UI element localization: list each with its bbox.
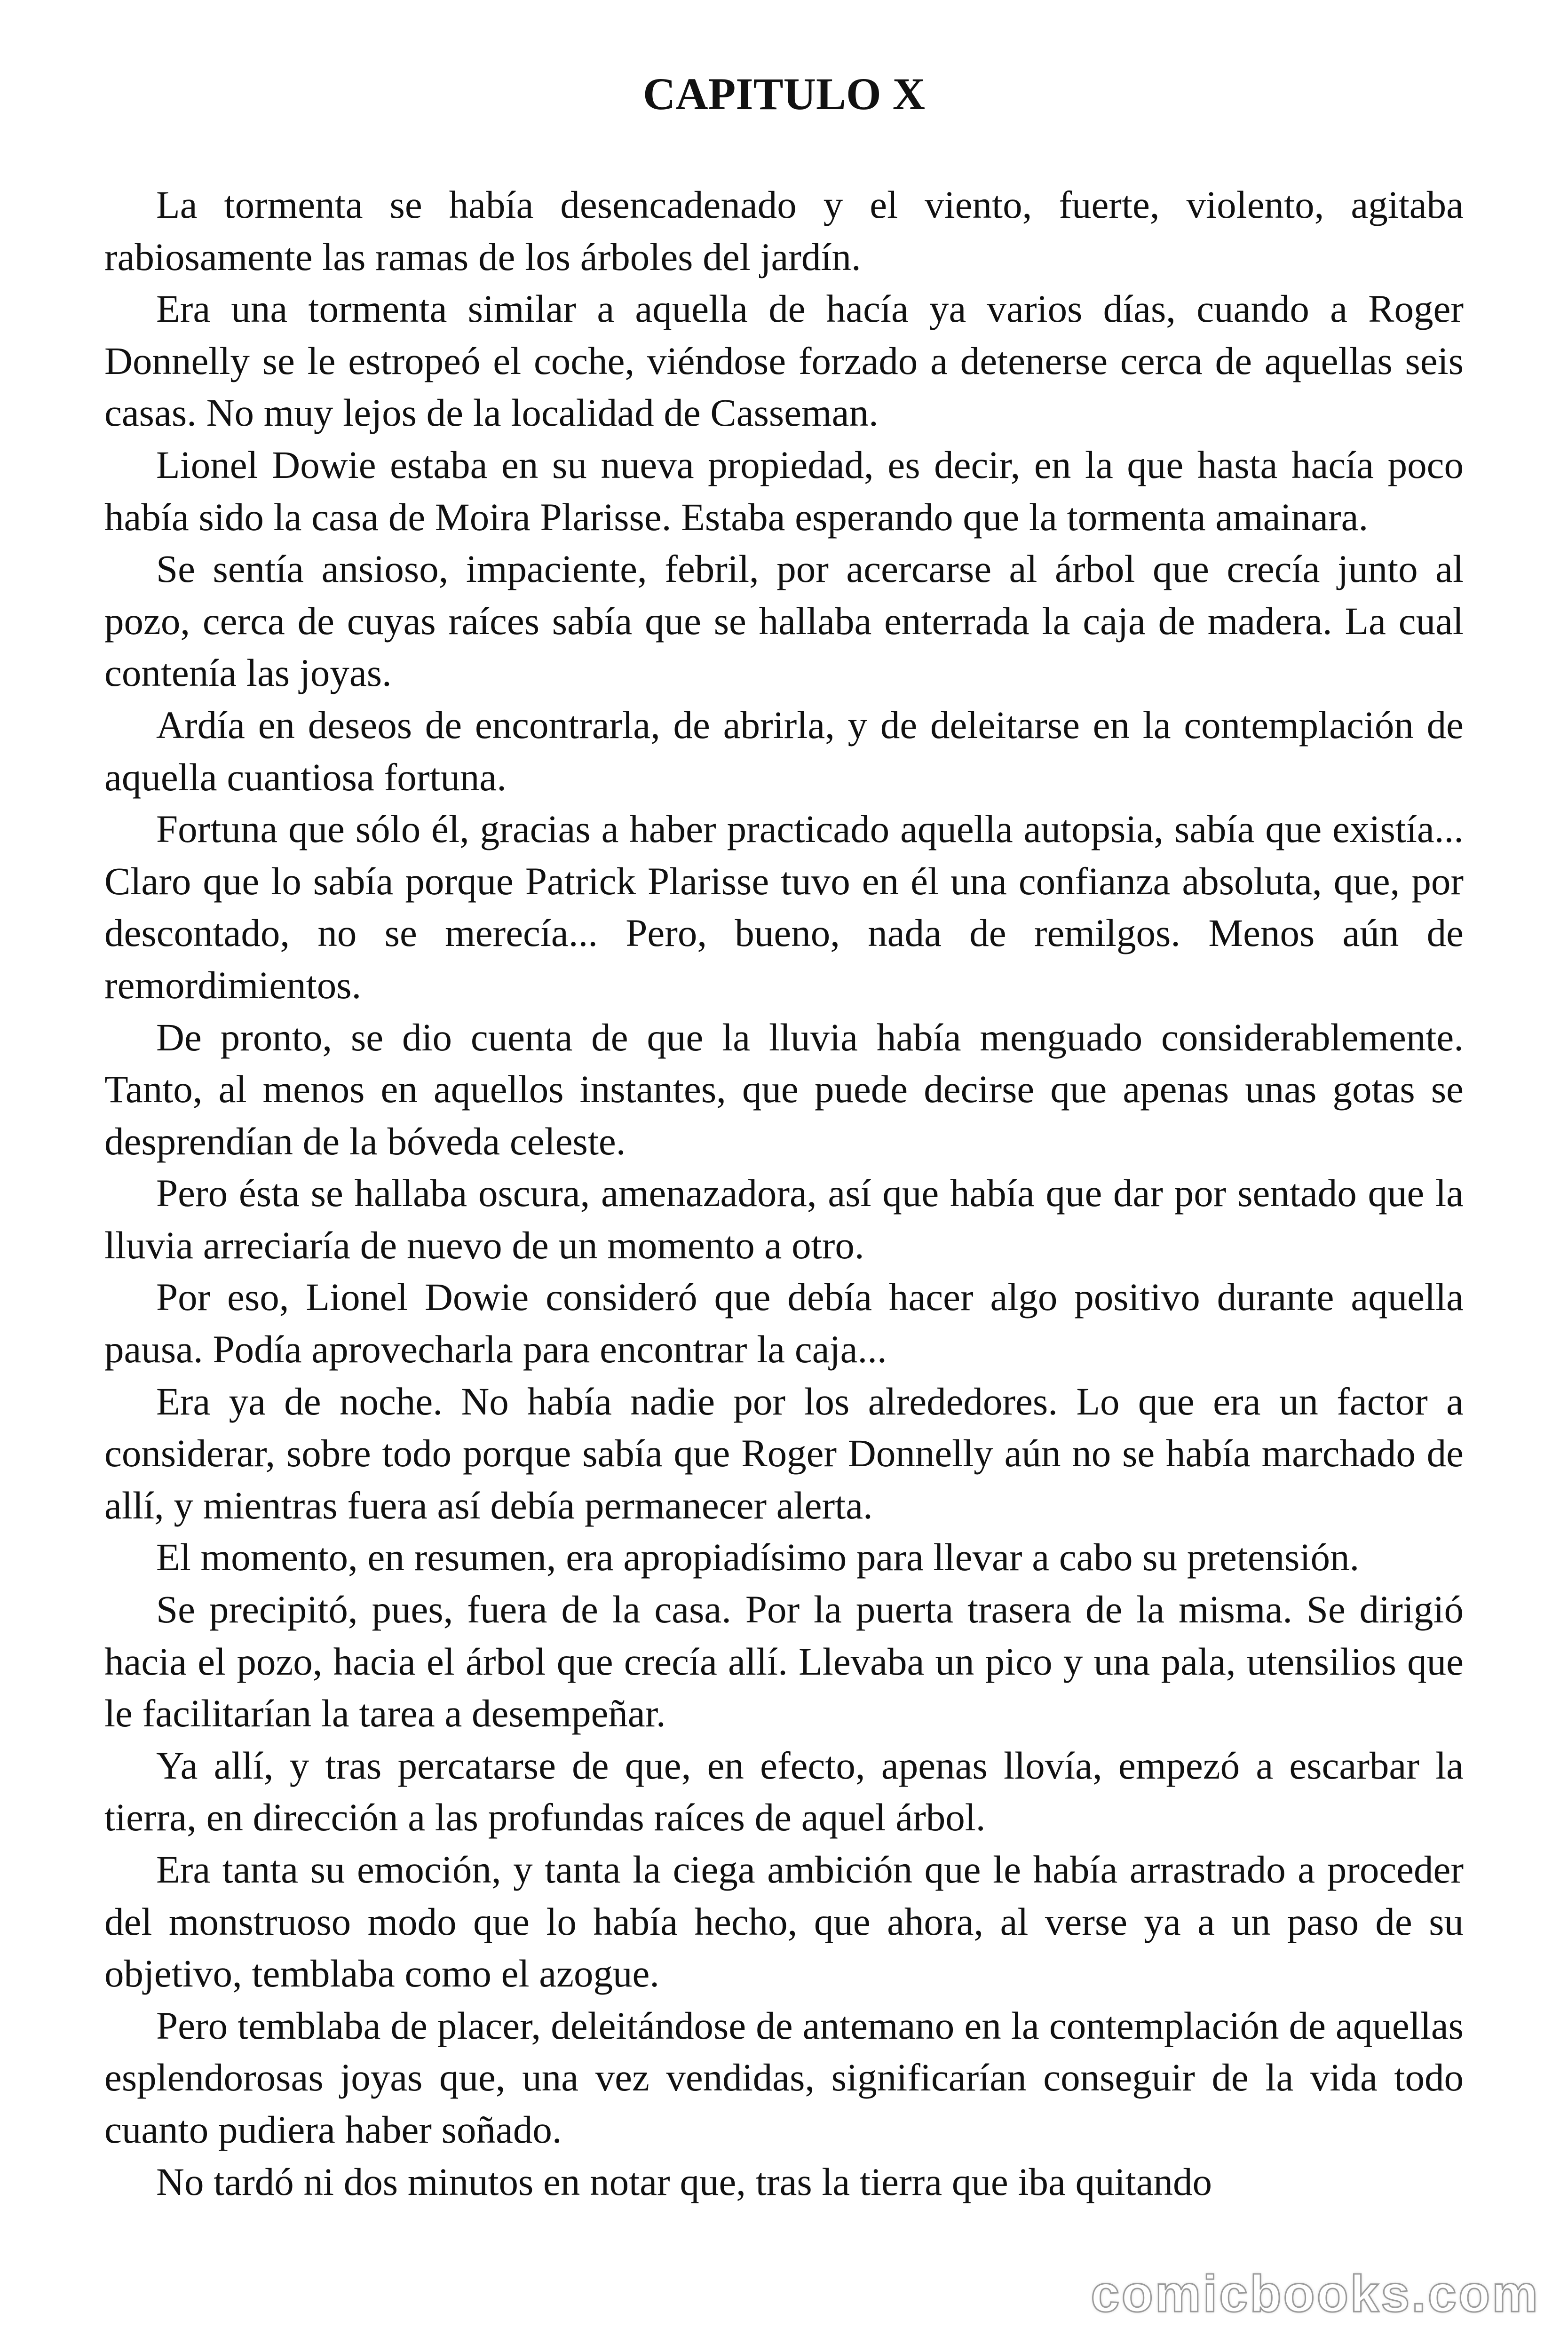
paragraph: Ardía en deseos de encontrarla, de abrirla, y de deleitarse en la contemplación de aquella cuantiosa fortuna.: [104, 703, 1464, 799]
paragraph: Pero ésta se hallaba oscura, amenazadora, así que había que dar por sentado que la lluvia arreciaría de nuevo de un momento a otro.: [104, 1171, 1464, 1267]
paragraph: Era una tormenta similar a aquella de hacía ya varios días, cuando a Roger Donnelly se le estropeó el coche, viéndose forzado a detenerse cerca de aquellas seis casas. No muy lejos de la localidad de Casseman.: [104, 287, 1464, 435]
watermark-logo: comicbooks.com: [1091, 2265, 1540, 2323]
chapter-title: CAPITULO X: [642, 69, 926, 119]
paragraph: Ya allí, y tras percatarse de que, en efecto, apenas llovía, empezó a escarbar la tierra, en dirección a las profundas raíces de aquel árbol.: [104, 1743, 1464, 1839]
paragraph: El momento, en resumen, era apropiadísimo para llevar a cabo su pretensión.: [156, 1535, 1360, 1579]
paragraph: Pero temblaba de placer, deleitándose de antemano en la contemplación de aquellas esplendorosas joyas que, una vez vendidas, significarían conseguir de la vida todo cuanto pudiera haber soñado.: [104, 2003, 1464, 2151]
paragraph: Fortuna que sólo él, gracias a haber practicado aquella autopsia, sabía que existía... Claro que lo sabía porque Patrick Plarisse tuvo en él una confianza absoluta, que, por descontado, no se merecía... Pero, bueno, nada de remilgos. Menos aún de remordimientos.: [104, 807, 1464, 1007]
paragraph: Se sentía ansioso, impaciente, febril, por acercarse al árbol que crecía junto al pozo, cerca de cuyas raíces sabía que se hallaba enterrada la caja de madera. La cual contenía las joyas.: [104, 547, 1464, 695]
paragraph: La tormenta se había desencadenado y el viento, fuerte, violento, agitaba rabiosamente las ramas de los árboles del jardín.: [104, 183, 1464, 278]
paragraph: Era ya de noche. No había nadie por los alrededores. Lo que era un factor a considerar, sobre todo porque sabía que Roger Donnelly aún no se había marchado de allí, y mientras fuera así debía permanecer alerta.: [104, 1379, 1464, 1527]
paragraph: Lionel Dowie estaba en su nueva propiedad, es decir, en la que hasta hacía poco había sido la casa de Moira Plarisse. Estaba esperando que la tormenta amainara.: [104, 443, 1464, 539]
paragraph: De pronto, se dio cuenta de que la lluvia había menguado considerablemente. Tanto, al menos en aquellos instantes, que puede decirse que apenas unas gotas se desprendían de la bóveda celeste.: [104, 1015, 1464, 1163]
paragraph: Por eso, Lionel Dowie consideró que debía hacer algo positivo durante aquella pausa. Podía aprovecharla para encontrar la caja...: [104, 1275, 1464, 1371]
paragraph: Se precipitó, pues, fuera de la casa. Por la puerta trasera de la misma. Se dirigió hacia el pozo, hacia el árbol que crecía allí. Llevaba un pico y una pala, utensilios que le facilitarían la tarea a desempeñar.: [104, 1588, 1464, 1735]
chapter-body: [104, 179, 1464, 2208]
paragraph: Era tanta su emoción, y tanta la ciega ambición que le había arrastrado a proceder del monstruoso modo que lo había hecho, que ahora, al verse ya a un paso de su objetivo, temblaba como el azogue.: [104, 1848, 1464, 1995]
paragraph: No tardó ni dos minutos en notar que, tras la tierra que iba quitando: [156, 2160, 1212, 2203]
